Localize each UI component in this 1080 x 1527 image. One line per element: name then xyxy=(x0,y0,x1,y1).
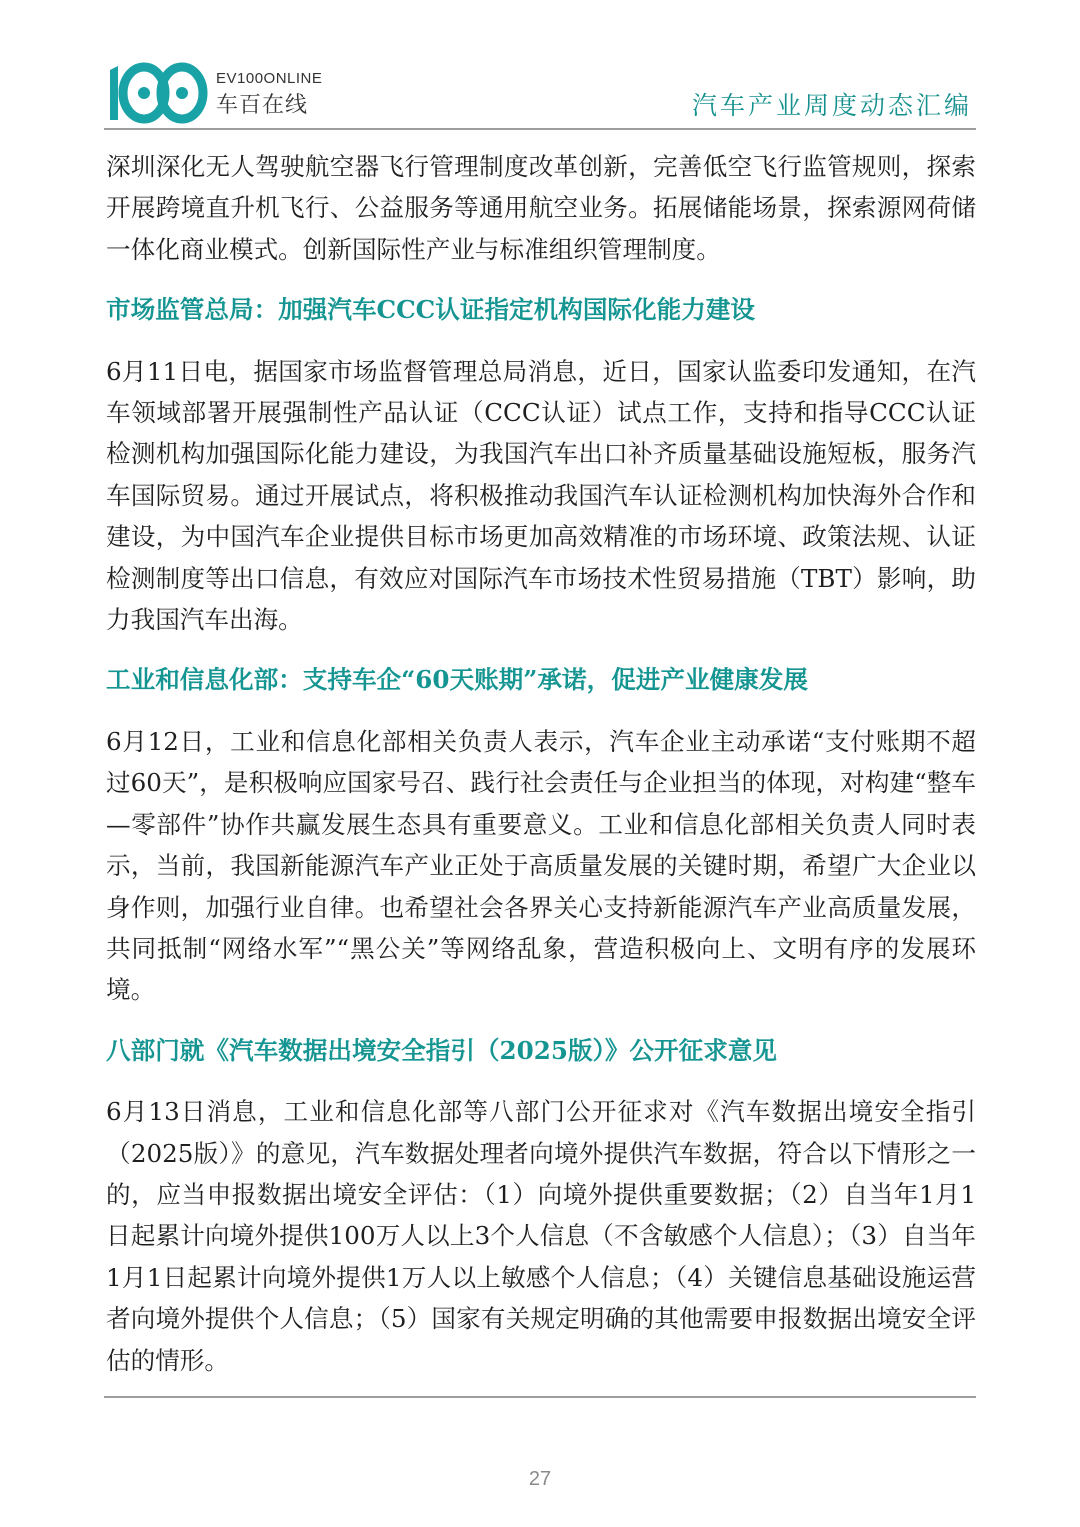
page-header xyxy=(104,58,976,128)
footer-divider xyxy=(104,1396,976,1398)
page-number: 27 xyxy=(528,1468,552,1490)
paragraph-samr: 6月11日电，据国家市场监督管理总局消息，近日，国家认监委印发通知，在汽车领域部署开展强制性产品认证（CCC认证）试点工作，支持和指导CCC认证检测机构加强国际化能力建设，为我国汽车出口补齐质量基础设施短板，服务汽车国际贸易。通过开展试点，将积极推动我国汽车认证检测机构加快海外合作和建设，为中国汽车企业提供目标市场更加高效精准的市场环境、政策法规、认证检测制度等出口信息，有效应对国际汽车市场技术性贸易措施（TBT）影响，助力我国汽车出海。 xyxy=(106,356,976,635)
report-title: 汽车产业周度动态汇编 xyxy=(691,91,972,120)
section-heading-data-export: 八部门就《汽车数据出境安全指引（2025版）》公开征求意见 xyxy=(106,1035,777,1065)
header-divider xyxy=(104,128,976,130)
logo-english-text: EV100ONLINE xyxy=(216,70,323,87)
article-body xyxy=(106,146,976,1381)
section-heading-samr: 市场监管总局：加强汽车CCC认证指定机构国际化能力建设 xyxy=(106,295,755,325)
paragraph-miit: 6月12日，工业和信息化部相关负责人表示，汽车企业主动承诺“支付账期不超过60天”，是积极响应国家号召、践行社会责任与企业担当的体现，对构建“整车—零部件”协作共赢发展生态具有重要意义。工业和信息化部相关负责人同时表示，当前，我国新能源汽车产业正处于高质量发展的关键时期，希望广大企业以身作则，加强行业自律。也希望社会各界关心支持新能源汽车产业高质量发展，共同抵制“网络水军”“黑公关”等网络乱象，营造积极向上、文明有序的发展环境。 xyxy=(106,726,976,1005)
paragraph-shenzhen: 深圳深化无人驾驶航空器飞行管理制度改革创新，完善低空飞行监管规则，探索开展跨境直升机飞行、公益服务等通用航空业务。拓展储能场景，探索源网荷储一体化商业模式。创新国际性产业与标准组织管理制度。 xyxy=(106,152,976,264)
paragraph-data-export: 6月13日消息，工业和信息化部等八部门公开征求对《汽车数据出境安全指引（2025版）》的意见，汽车数据处理者向境外提供汽车数据，符合以下情形之一的，应当申报数据出境安全评估：（1）向境外提供重要数据；（2）自当年1月1日起累计向境外提供100万人以上3个人信息（不含敏感个人信息）；（3）自当年1月1日起累计向境外提供1万人以上敏感个人信息；（4）关键信息基础设施运营者向境外提供个人信息；（5）国家有关规定明确的其他需要申报数据出境安全评估的情形。 xyxy=(106,1097,976,1375)
section-heading-miit: 工业和信息化部：支持车企“60天账期”承诺，促进产业健康发展 xyxy=(106,665,808,695)
logo-chinese-text: 车百在线 xyxy=(216,93,309,118)
ev100-logo xyxy=(104,62,364,124)
ev100-logo-mark-icon xyxy=(104,62,214,124)
